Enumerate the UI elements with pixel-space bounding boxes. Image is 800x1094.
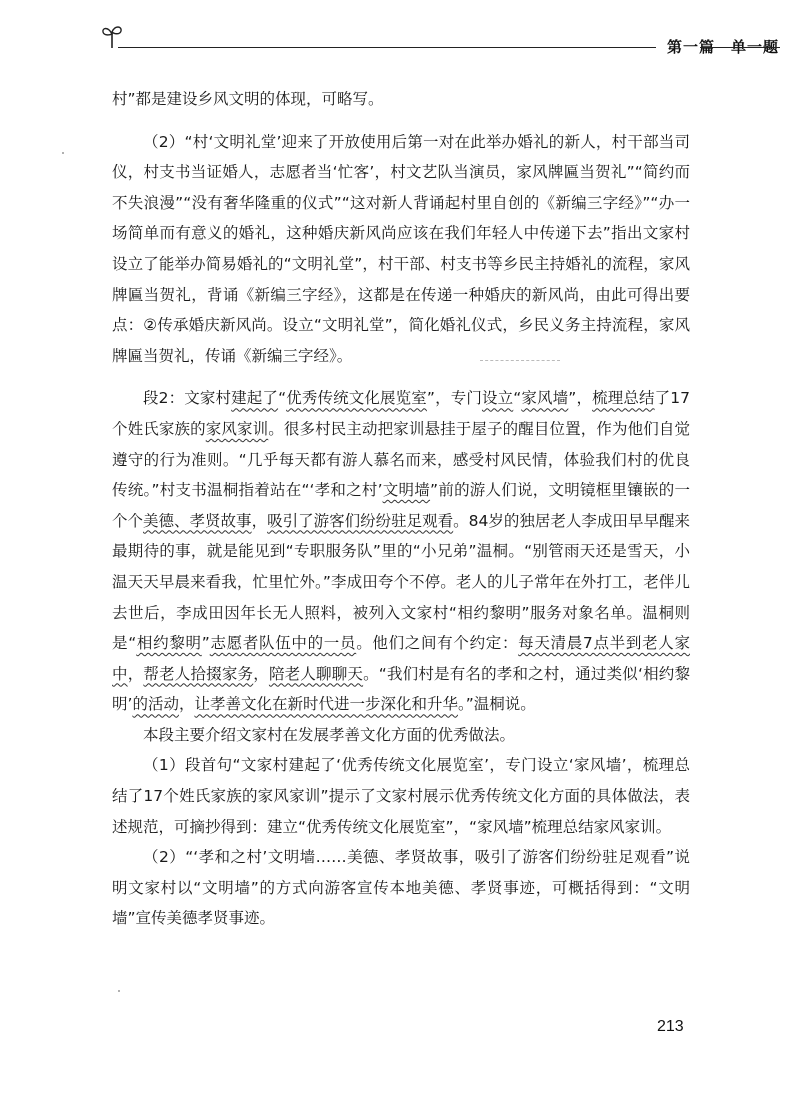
text-span: 段2：文家村 xyxy=(143,389,232,408)
sprout-icon xyxy=(100,22,124,50)
annotated-phrase: 陪老人聊聊天 xyxy=(268,664,364,683)
text-span: “ xyxy=(513,389,522,408)
page-body xyxy=(112,84,690,934)
annotated-phrase: 帮老人拾掇家务 xyxy=(143,664,254,683)
paragraph-2: （2）“村‘文明礼堂’迎来了开放使用后第一对在此举办婚礼的新人，村干部当司仪，村支书当证婚人，志愿者当‘忙客’，村文艺队当演员，家风牌匾当贺礼”“简约而不失浪漫”“没有奢华隆重的仪式”“这对新人背诵起村里自创的《新编三字经》”“办一场简单而有意义的婚礼，这种婚庆新风尚应该在我们年轻人中传递下去”指出文家村设立了能举办简易婚礼的“文明礼堂”，村干部、村支书等乡民主持婚礼的流程，家风牌匾当贺礼，背诵《新编三字经》，这都是在传递一种婚庆的新风尚，由此可得出要点：②传承婚庆新风尚。设立“文明礼堂”，简化婚礼仪式，乡民义务主持流程，家风牌匾当贺礼，传诵《新编三字经》。 xyxy=(112,132,690,365)
text-span: ， xyxy=(127,664,144,683)
page-number: 213 xyxy=(657,1018,684,1035)
page-header xyxy=(100,22,780,58)
scan-speck xyxy=(118,990,120,992)
annotated-phrase: 志愿者队伍中的一员 xyxy=(209,634,357,653)
text-span: 了17个姓氏家族的 xyxy=(112,389,690,438)
faint-scan-line xyxy=(480,360,560,361)
annotated-phrase: 建起了 xyxy=(231,389,279,408)
paragraph-5: （1）段首句“文家村建起了‘优秀传统文化展览室’，专门设立‘家风墙’，梳理总结了17个姓氏家族的家风家训”提示了文家村展示优秀传统文化方面的具体做法，表述规范，可摘抄得到：建立“优秀传统文化展览室”，“家风墙”梳理总结家风家训。 xyxy=(112,756,690,836)
annotated-phrase: 每天清晨7点半到老人家中 xyxy=(112,634,690,683)
text-span: ， xyxy=(253,664,269,683)
scan-speck xyxy=(62,152,64,154)
annotated-phrase: 家风家训 xyxy=(205,419,269,438)
text-span: ”，专门 xyxy=(426,389,482,408)
header-rule-right xyxy=(700,47,780,48)
text-span: ” xyxy=(201,634,210,653)
text-span: 。84岁的独居老人李成田早早醒来最期待的事，就是能见到“专职服务队”里的“小兄弟”温桐。“别管雨天还是雪天，小温天天早晨来看我，忙里忙外。”李成田夸个不停。老人的儿子常年在外打工，老伴儿去世后，李成田因年长无人照料，被列入文家村“相约黎明”服务对象名单。温桐则是“ xyxy=(112,511,690,653)
paragraph-1: 村”都是建设乡风文明的体现，可略写。 xyxy=(112,90,384,108)
paragraph-6: （2）“‘孝和之村’文明墙……美德、孝贤故事，吸引了游客们纷纷驻足观看”说明文家村以“文明墙”的方式向游客宣传本地美德、孝贤事迹，可概括得到：“文明墙”宣传美德孝贤事迹。 xyxy=(112,848,690,928)
header-rule-left xyxy=(118,47,656,48)
text-span: “ xyxy=(278,389,287,408)
annotated-phrase: 文明墙 xyxy=(382,481,431,500)
text-span: 。很多村民主动把家训悬挂于屋子的醒目位置，作为他们自觉遵守的行为准则。“几乎每天都有游人慕名而来，感受村风民情，体验我们村的优良传统。”村支书温桐指着站在“‘孝和之村’ xyxy=(112,419,690,500)
annotated-phrase: 设立 xyxy=(481,389,514,408)
annotated-phrase: 家风墙 xyxy=(521,389,569,408)
paragraph-3-annotated xyxy=(112,383,690,720)
annotated-phrase: 梳理总结 xyxy=(592,389,655,408)
text-span: ”， xyxy=(568,389,593,408)
annotated-phrase: 优秀传统文化展览室 xyxy=(286,389,427,408)
text-span: 。“我们村是有名的孝和之村，通过类似‘相约黎明’ xyxy=(112,664,690,714)
annotated-phrase: 吸引了游客们纷纷驻足观看 xyxy=(267,511,454,530)
annotated-phrase: 美德、孝贤故事 xyxy=(143,511,252,530)
annotated-phrase: 的活动 xyxy=(132,695,179,714)
text-span: ， xyxy=(251,511,268,530)
text-span: ， xyxy=(178,695,195,714)
annotated-phrase: 让孝善文化在新时代进一步深化和升华 xyxy=(194,695,458,714)
text-span: ”前的游人们说，文明镜框里镶嵌的一个个 xyxy=(112,481,690,530)
paragraph-4: 本段主要介绍文家村在发展孝善文化方面的优秀做法。 xyxy=(143,725,516,744)
text-span: 。”温桐说。 xyxy=(457,695,536,714)
section-title: 第一篇 单一题 xyxy=(663,36,783,57)
text-span: 。他们之间有个约定： xyxy=(356,634,519,653)
annotated-phrase: 相约黎明 xyxy=(136,634,202,653)
